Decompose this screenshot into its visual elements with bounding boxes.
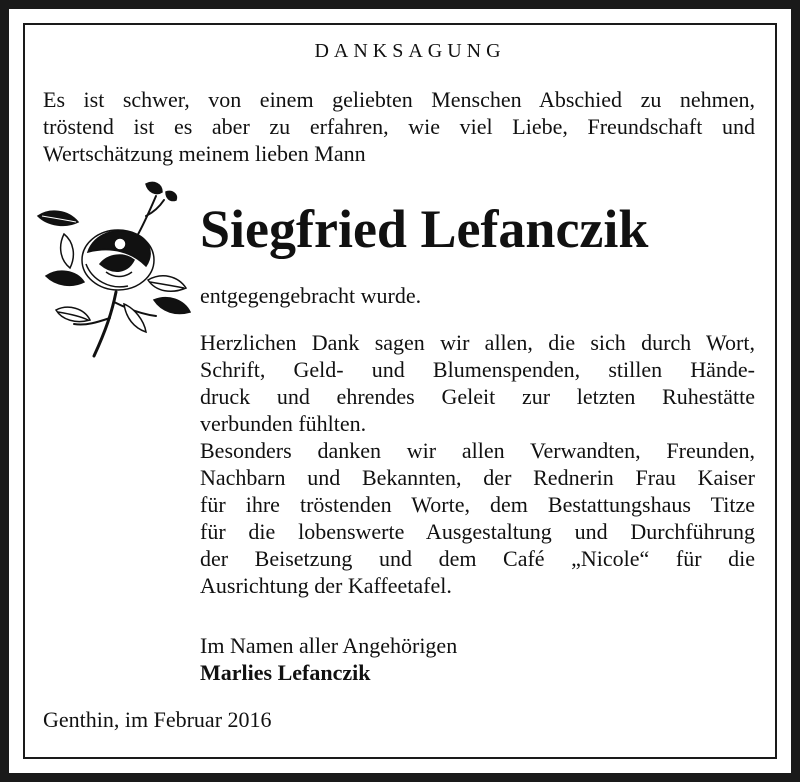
paragraph-line: der Beisetzung und dem Café „Nicole“ für die xyxy=(200,546,755,571)
intro-line: Es ist schwer, von einem geliebten Menschen Abschied zu nehmen, xyxy=(43,87,755,112)
intro-line: tröstend ist es aber zu erfahren, wie viel Liebe, Freundschaft und xyxy=(43,114,755,139)
notice-heading: DANKSAGUNG xyxy=(314,40,506,62)
after-name-line: entgegengebracht wurde. xyxy=(200,283,422,308)
paragraph-line: Besonders danken wir allen Verwandten, Freunden, xyxy=(200,438,755,463)
closing-block xyxy=(200,632,755,686)
thanks-paragraph xyxy=(200,329,755,437)
signature: Marlies Lefanczik xyxy=(200,660,371,685)
paragraph-line: Nachbarn und Bekannten, der Rednerin Frau Kaiser xyxy=(200,465,755,490)
intro-text xyxy=(43,86,755,167)
paragraph-line: druck und ehrendes Geleit zur letzten Ruhestätte xyxy=(200,384,755,409)
place-date: Genthin, im Februar 2016 xyxy=(43,707,272,732)
deceased-name: Siegfried Lefanczik xyxy=(200,199,649,259)
paragraph-line: Ausrichtung der Kaffeetafel. xyxy=(200,573,452,598)
closing-line: Im Namen aller Angehörigen xyxy=(200,633,458,658)
paragraph-line: Herzlichen Dank sagen wir allen, die sich durch Wort, xyxy=(200,330,755,355)
paragraph-line: verbunden fühlten. xyxy=(200,411,367,436)
rose-icon xyxy=(28,180,198,362)
paragraph-line: für die lobenswerte Ausgestaltung und Durchführung xyxy=(200,519,755,544)
special-thanks-paragraph xyxy=(200,437,755,599)
intro-line: Wertschätzung meinem lieben Mann xyxy=(43,141,366,166)
paragraph-line: für ihre tröstenden Worte, dem Bestattungshaus Titze xyxy=(200,492,755,517)
paragraph-line: Schrift, Geld- und Blumenspenden, stillen Hände- xyxy=(200,357,755,382)
after-name-text xyxy=(200,282,755,309)
